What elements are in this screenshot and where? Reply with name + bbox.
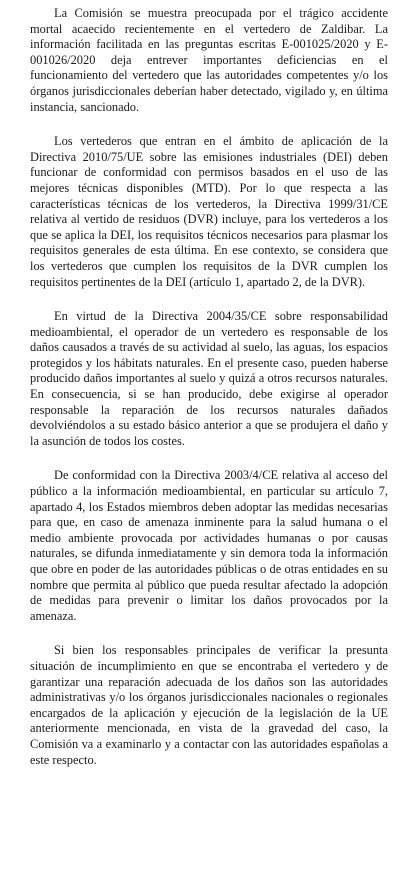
paragraph-commission-action: Si bien los responsables principales de verificar la presunta situación de incumplimiento en que se encontraba el vertedero y de garantizar una reparación adecuada de los daños son las autoridades administrativas y/o los órganos jurisdiccionales nacionales o regionales encargados de la aplicación y ejecución de la legislación de la UE anteriormente mencionada, en vista de la gravedad del caso, la Comisión va a examinarlo y a contactar con las autoridades españolas a este respecto. [30,643,388,767]
paragraph-environmental-liability: En virtud de la Directiva 2004/35/CE sobre responsabilidad medioambiental, el operador de un vertedero es responsable de los daños causados a través de su actividad al suelo, las aguas, los espacios protegidos y los hábitats naturales. En el presente caso, pueden haberse producido daños importantes al suelo y quizá a otros recursos naturales. En consecuencia, si se han producido, debe exigirse al operador responsable la reparación de los recursos naturales dañados devolviéndolos a su estado básico anterior a que se produjera el daño y la asunción de todos los costes. [30,309,388,448]
paragraph-public-access-information: De conformidad con la Directiva 2003/4/CE relativa al acceso del público a la información medioambiental, en particular su artículo 7, apartado 4, los Estados miembros deben adoptar las medidas necesarias para que, en caso de amenaza inminente para la salud humana o el medio ambiente provocada por actividades humanas o por causas naturales, se difunda inmediatamente y sin demora toda la información que obre en poder de las autoridades públicas o de otras entidades en su nombre que permita al público que pueda resultar afectado la adopción de medidas para prevenir o limitar los daños provocados por la amenaza. [30,468,388,623]
paragraph-landfill-directive: Los vertederos que entran en el ámbito de aplicación de la Directiva 2010/75/UE sobre las emisiones industriales (DEI) deben funcionar de conformidad con permisos basados en el uso de las mejores técnicas disponibles (MTD). Por lo que respecta a las características técnicas de los vertederos, la Directiva 1999/31/CE relativa al vertido de residuos (DVR) incluye, para los vertederos a los que se aplica la DEI, los requisitos técnicos necesarios para plasmar los requisitos generales de esta última. En ese contexto, se considera que los vertederos que cumplen los requisitos de la DVR cumplen los requisitos pertinentes de la DEI (artículo 1, apartado 2, de la DVR). [30,134,388,289]
paragraph-zaldibar-accident: La Comisión se muestra preocupada por el trágico accidente mortal acaecido recientemente en el vertedero de Zaldibar. La información facilitada en las preguntas escritas E-001025/2020 y E-001026/2020 deja entrever importantes deficiencias en el funcionamiento del vertedero que las autoridades competentes y/o los órganos jurisdiccionales deberían haber detectado, vigilado y, en última instancia, sancionado. [30,6,388,114]
